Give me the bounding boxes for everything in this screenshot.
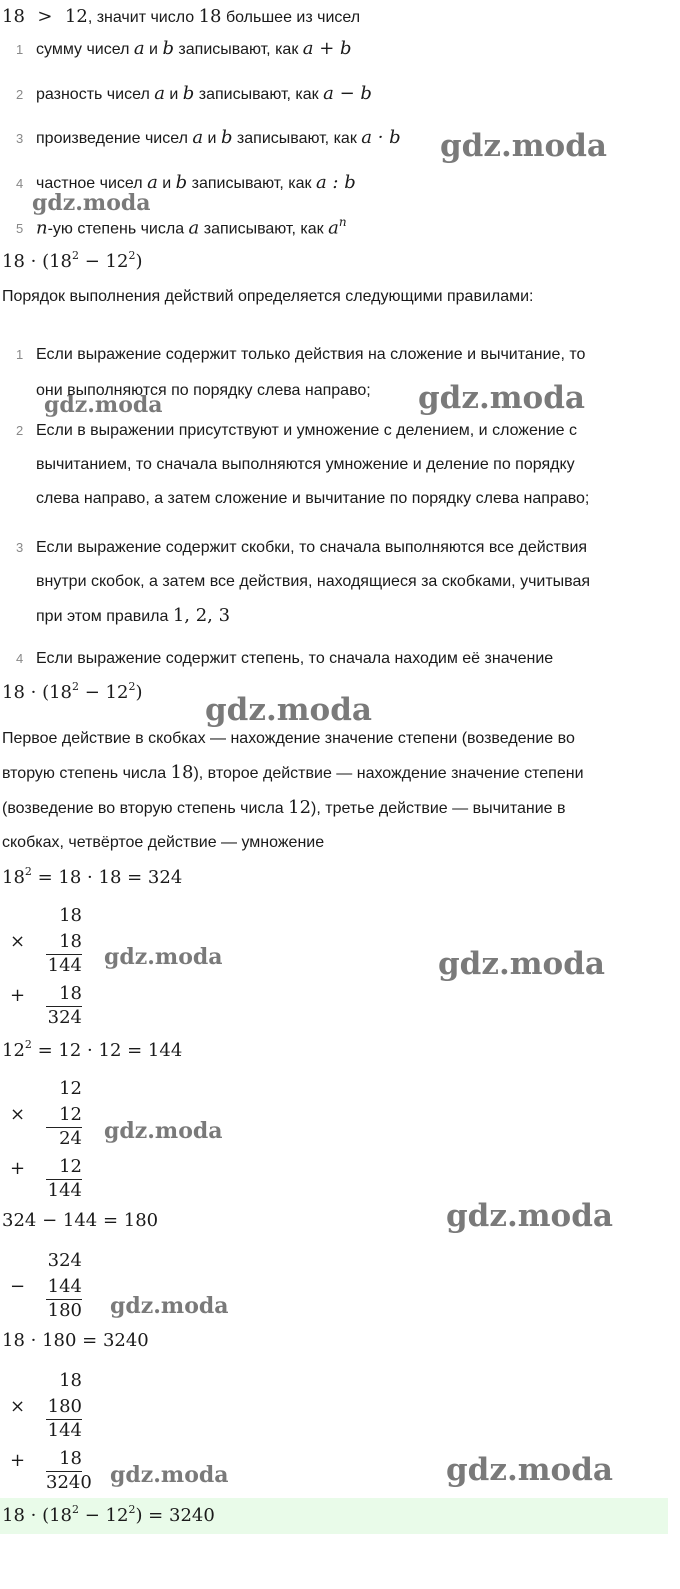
watermark: gdz.moda [440,128,607,164]
col-row: 144 [47,1276,82,1297]
col-row: 18 [59,931,82,952]
explain-text: ), третье действие — вычитание в [311,800,566,817]
explain-math: 12 [288,797,312,818]
step-2 [2,1039,182,1061]
list-number: 3 [16,540,24,555]
power-exponent: n [338,215,347,229]
list1-item-1 [16,38,352,59]
col-op: × [10,931,26,952]
col-row: 324 [47,1250,82,1271]
list1-item-3 [16,127,401,148]
list-number: 2 [16,87,24,102]
column-sub [0,1250,100,1330]
col-row: 144 [47,955,82,976]
rule-text: слева направо, а затем сложение и вычитание по порядку слева направо; [36,490,590,507]
item-text: записывают, как [232,130,362,147]
expr-exp: 2 [128,680,136,693]
explain-text: вторую степень числа [2,765,171,782]
expr-part: ) [135,682,143,703]
explain-line: скобках, четвёртое действие — умножение [2,834,325,851]
col-row: 3240 [46,1472,92,1493]
col-row: 18 [59,1448,82,1469]
step-rest: = 18 · 18 = 324 [31,867,183,888]
rule-2 [16,414,589,516]
watermark: gdz.moda [110,1462,229,1488]
col-row: 24 [59,1128,82,1149]
col-row: 18 [59,983,82,1004]
var-b: b [220,127,233,148]
step-3: 324 − 144 = 180 [2,1210,159,1231]
list1-item-5 [16,216,347,238]
col-op: − [10,1276,26,1297]
list-number: 5 [16,221,24,237]
list-number: 2 [16,423,24,438]
watermark: gdz.moda [446,1452,613,1488]
explain-text: (возведение во вторую степень числа [2,800,289,817]
rule-text: внутри скобок, а затем все действия, находящиеся за скобками, учитывая [36,573,591,590]
explain-math: 18 [170,762,194,783]
col-op: × [10,1396,26,1417]
explanation [2,722,672,860]
step-4: 18 · 180 = 3240 [2,1330,149,1351]
item-text: и [157,175,176,192]
col-op: + [10,1158,26,1179]
explain-text: ), второе действие — нахождение значение степени [193,765,584,782]
list-number: 4 [16,176,24,191]
col-row: 180 [47,1300,82,1321]
final-answer [2,1504,215,1526]
expr-part: − 12 [79,682,129,703]
main-expression-repeat [2,681,142,703]
item-text: сумму чисел [36,41,134,58]
rules-intro: Порядок выполнения действий определяется следующими правилами: [2,288,534,305]
var-b: b [162,38,174,59]
item-text: частное чисел [36,175,148,192]
item-text: произведение чисел [36,130,193,147]
watermark: gdz.moda [446,1198,613,1234]
item-text: -ую степень числа [47,220,189,238]
watermark: gdz.moda [104,1118,223,1144]
expr-exp: 2 [72,680,79,693]
col-op: + [10,1450,26,1471]
item-text: и [203,130,221,147]
watermark: gdz.moda [110,1293,229,1319]
col-row: 12 [59,1078,82,1099]
step-exp: 2 [24,1038,32,1051]
watermark: gdz.moda [418,380,585,416]
watermark: gdz.moda [32,190,151,216]
var-a: a [188,217,200,239]
item-expr: a − b [323,83,372,104]
var-a: a [147,172,158,193]
watermark: gdz.moda [44,392,163,418]
rule-text: при этом правила [36,608,173,625]
list1-item-2 [16,83,372,104]
list-number: 1 [16,347,24,362]
step-exp: 2 [24,865,32,878]
rule-text: они выполняются по порядку слева направо; [36,382,371,399]
expr-exp: 2 [128,249,136,262]
col-row: 18 [59,905,82,926]
var-n: n [36,217,48,239]
col-op: × [10,1104,26,1125]
expr-part: 18 · (18 [2,682,72,703]
col-row: 324 [47,1007,82,1028]
watermark: gdz.moda [205,692,372,728]
step-1 [2,866,182,888]
rule-text: Если в выражении присутствуют и умножение с делением, и сложение с [36,422,578,439]
col-row: 144 [47,1180,82,1201]
list-number: 4 [16,651,24,666]
item-text: разность чисел [36,86,155,103]
column-mult-3 [0,1370,100,1500]
intro-text-a: , значит число [87,9,199,26]
rule-text: Если выражение содержит только действия на сложение и вычитание, то [36,346,586,363]
list-number: 1 [16,42,24,57]
intro-text-b: большее из чисел [221,9,361,26]
rule-3 [16,531,590,634]
answer-exp: 2 [128,1503,136,1516]
answer-part: − 12 [79,1505,129,1526]
intro-num: 18 [198,6,222,27]
col-row: 180 [47,1396,82,1417]
col-row: 12 [59,1156,82,1177]
item-expr: a · b [361,127,401,148]
rule-math: 1, 2, 3 [172,605,231,626]
expr-part: 18 · (18 [2,251,72,272]
column-mult-1 [0,905,100,1035]
explain-line: Первое действие в скобках — нахождение значение степени (возведение во [2,730,575,747]
item-expr: a + b [302,38,352,59]
watermark: gdz.moda [438,946,605,982]
step-base: 18 [2,867,25,888]
expr-part: − 12 [79,251,129,272]
col-row: 18 [59,1370,82,1391]
item-text: записывают, как [173,41,303,58]
answer-part: 18 · (18 [2,1505,72,1526]
col-op: + [10,985,26,1006]
var-b: b [175,172,188,193]
rule-4 [16,650,553,668]
col-row: 144 [47,1420,82,1441]
list-number: 3 [16,131,24,146]
intro-right: 12 [64,6,88,27]
item-text: и [144,41,163,58]
column-mult-2 [0,1078,100,1208]
expr-exp: 2 [72,249,79,262]
answer-part: ) = 3240 [135,1505,215,1526]
item-text: записывают, как [199,220,329,238]
var-b: b [182,83,195,104]
explain-line [2,756,672,791]
intro-left: 18 [2,6,25,27]
col-row: 12 [59,1104,82,1125]
step-rest: = 12 · 12 = 144 [31,1040,183,1061]
explain-line [2,791,672,826]
item-text: записывают, как [187,175,316,192]
watermark: gdz.moda [104,944,223,970]
answer-exp: 2 [72,1503,79,1516]
item-expr: a : b [315,172,356,193]
rule-text: Если выражение содержит степень, то сначала находим её значение [36,650,554,667]
rule-text: вычитанием, то сначала выполняются умножение и деление по порядку [36,456,575,473]
item-text: записывают, как [194,86,324,103]
rule-text: Если выражение содержит скобки, то сначала выполняются все действия [36,539,588,556]
item-text: и [164,86,183,103]
intro-line [2,6,360,27]
var-a: a [154,83,165,104]
intro-op: > [37,6,53,27]
step-base: 12 [2,1040,25,1061]
power-base: a [328,217,339,239]
var-a: a [133,38,145,59]
main-expression [2,250,142,272]
var-a: a [192,127,204,148]
expr-part: ) [135,251,143,272]
